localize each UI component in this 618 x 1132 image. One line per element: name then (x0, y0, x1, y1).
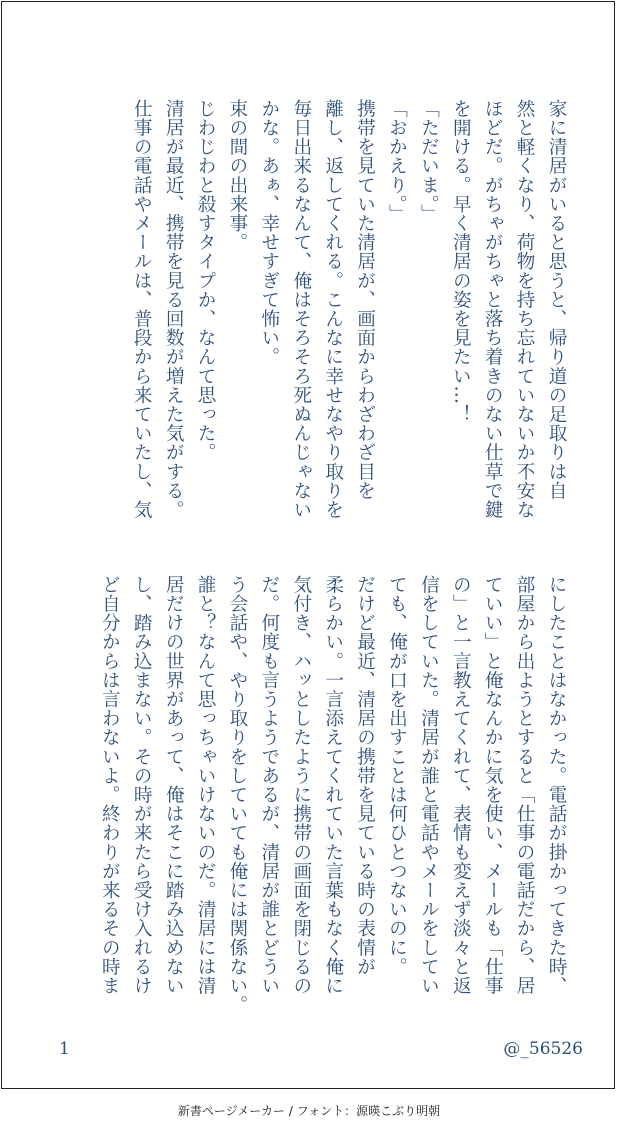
text-line: ほどだ。がちゃがちゃと落ち着きのない仕草で鍵 (482, 99, 504, 520)
page-number: 1 (59, 1039, 70, 1059)
text-line: ていい」と俺なんかに気を使い、メールも「仕事 (482, 575, 504, 996)
text-line: 然と軽くなり、荷物を持ち忘れていないか不安な (514, 99, 536, 520)
text-line: にしたことはなかった。電話が掛かってきた時、 (546, 575, 567, 996)
text-line: の」と一言教えてくれて、表情も変えず淡々と返 (450, 575, 472, 996)
text-line: し、踏み込まない。その時が来たら受け入れるけ (131, 575, 153, 996)
text-line: 仕事の電話やメールは、普段から来ていたし、気 (131, 99, 153, 520)
text-line: 携帯を見ていた清居が、画面からわざわざ目を (354, 99, 376, 501)
text-line: を開ける。早く清居の姿を見たい…！ (450, 99, 472, 424)
text-line: だけど最近、清居の携帯を見ている時の表情が (354, 575, 376, 977)
footer-credit: 新書ページメーカー / フォント：源暎こぶり明朝 (177, 1104, 441, 1118)
text-line: じわじわと殺すタイプか、なんて思った。 (195, 99, 217, 462)
text-line: 柔らかい。一言添えてくれていた言葉もなく俺に (322, 575, 344, 996)
text-line: 「おかえり。」 (386, 99, 408, 224)
text-line: 部屋から出ようとすると「仕事の電話だから、居 (514, 575, 536, 996)
upper-text-block (125, 99, 572, 529)
text-line: う会話や、やり取りをしていても俺には関係ない。 (226, 575, 248, 1015)
lower-text-block (93, 575, 572, 1015)
text-line: かな。あぁ、幸せすぎて怖い。 (258, 99, 280, 367)
text-line: だ。何度も言うようであるが、清居が誰とどうい (258, 575, 280, 996)
text-line: 「ただいま。」 (418, 99, 440, 224)
text-line: ても、俺が口を出すことは何ひとつないのに。 (386, 575, 408, 977)
text-line: 家に清居がいると思うと、帰り道の足取りは自 (546, 99, 567, 501)
text-line: 居だけの世界があって、俺はそこに踏み込めない (163, 575, 185, 996)
text-line: 信をしていた。清居が誰と電話やメールをしてい (418, 575, 440, 996)
text-line: 離し、返してくれる。こんなに幸せなやり取りを (322, 99, 344, 520)
text-line: 毎日出来るなんて、俺はそろそろ死ぬんじゃない (290, 99, 312, 520)
page-frame (1, 1, 615, 1089)
text-line: 束の間の出来事。 (226, 99, 248, 252)
text-line: ど自分からは言わないよ。終わりが来るその時ま (99, 575, 121, 996)
author-handle: @_56526 (503, 1039, 583, 1059)
text-line: 気付き、ハッとしたように携帯の画面を閉じるの (290, 575, 312, 996)
text-line: 誰と？なんて思っちゃいけないのだ。清居には清 (195, 575, 217, 996)
text-line: 清居が最近、携帯を見る回数が増えた気がする。 (163, 99, 185, 520)
